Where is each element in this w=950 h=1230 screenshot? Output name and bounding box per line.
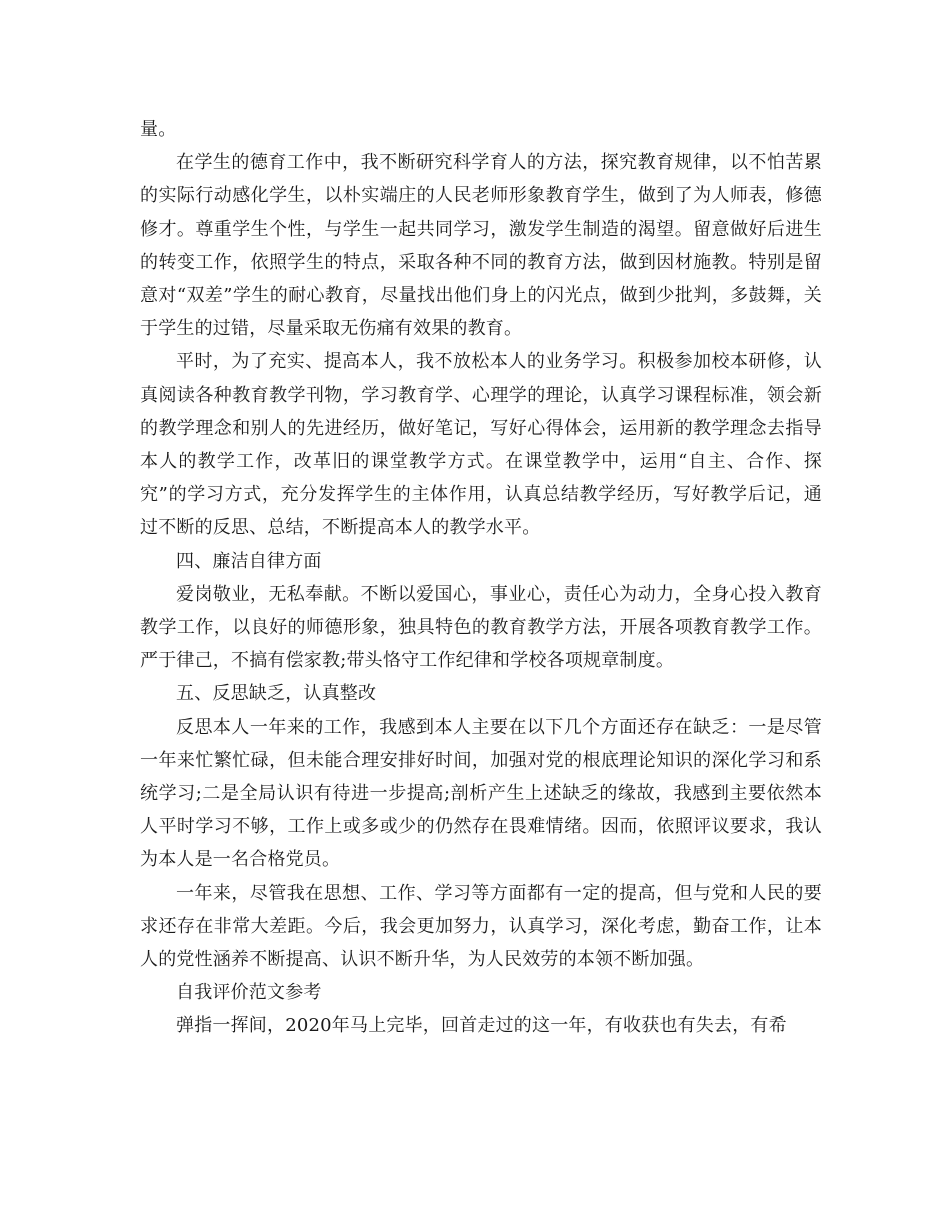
paragraph-moral-education: 在学生的德育工作中，我不断研究科学育人的方法，探究教育规律，以不怕苦累的实际行动感化学生，以朴实端庄的人民老师形象教育学生，做到了为人师表，修德修才。尊重学生个性，与学生一起共同学习，激发学生制造的渴望。留意做好后进生的转变工作，依照学生的特点，采取各种不同的教育方法，做到因材施教。特别是留意对“双差”学生的耐心教育，尽量找出他们身上的闪光点，做到少批判，多鼓舞，关于学生的过错，尽量采取无伤痛有效果的教育。 xyxy=(140,152,822,340)
paragraph-reflection: 反思本人一年来的工作，我感到本人主要在以下几个方面还存在缺乏：一是尽管一年来忙繁忙碌，但未能合理安排好时间，加强对党的根底理论知识的深化学习和系统学习;二是全局认识有待进一步提高;剖析产生上述缺乏的缘故，我感到主要依然本人平时学习不够，工作上或多或少的仍然存在畏难情绪。因而，依照评议要求，我认为本人是一名合格党员。 xyxy=(140,716,822,871)
paragraph-continuation: 量。 xyxy=(140,119,177,140)
paragraph-professional-study: 平时，为了充实、提高本人，我不放松本人的业务学习。积极参加校本研修，认真阅读各种教育教学刊物，学习教育学、心理学的理论，认真学习课程标准，领会新的教学理念和别人的先进经历，做好笔记，写好心得体会，运用新的教学理念去指导本人的教学工作，改革旧的课堂教学方式。在课堂教学中，运用“自主、合作、探究”的学习方式，充分发挥学生的主体作用，认真总结教学经历，写好教学后记，通过不断的反思、总结，不断提高本人的教学水平。 xyxy=(140,351,822,539)
paragraph-sample-opening: 弹指一挥间，2020年马上完毕，回首走过的这一年，有收获也有失去，有希 xyxy=(176,1015,787,1037)
section-heading-reflection: 五、反思缺乏，认真整改 xyxy=(176,683,377,705)
section-heading-sample: 自我评价范文参考 xyxy=(176,982,322,1004)
document-body xyxy=(140,113,822,1043)
section-heading-integrity: 四、廉洁自律方面 xyxy=(176,550,322,572)
paragraph-integrity: 爱岗敬业，无私奉献。不断以爱国心，事业心，责任心为动力，全身心投入教育教学工作，以良好的师德形象，独具特色的教育教学方法，开展各项教育教学工作。严于律己，不搞有偿家教;带头恪守工作纪律和学校各项规章制度。 xyxy=(140,583,822,672)
paragraph-summary: 一年来，尽管我在思想、工作、学习等方面都有一定的提高，但与党和人民的要求还存在非常大差距。今后，我会更加努力，认真学习，深化考虑，勤奋工作，让本人的党性涵养不断提高、认识不断升华，为人民效劳的本领不断加强。 xyxy=(140,882,822,971)
